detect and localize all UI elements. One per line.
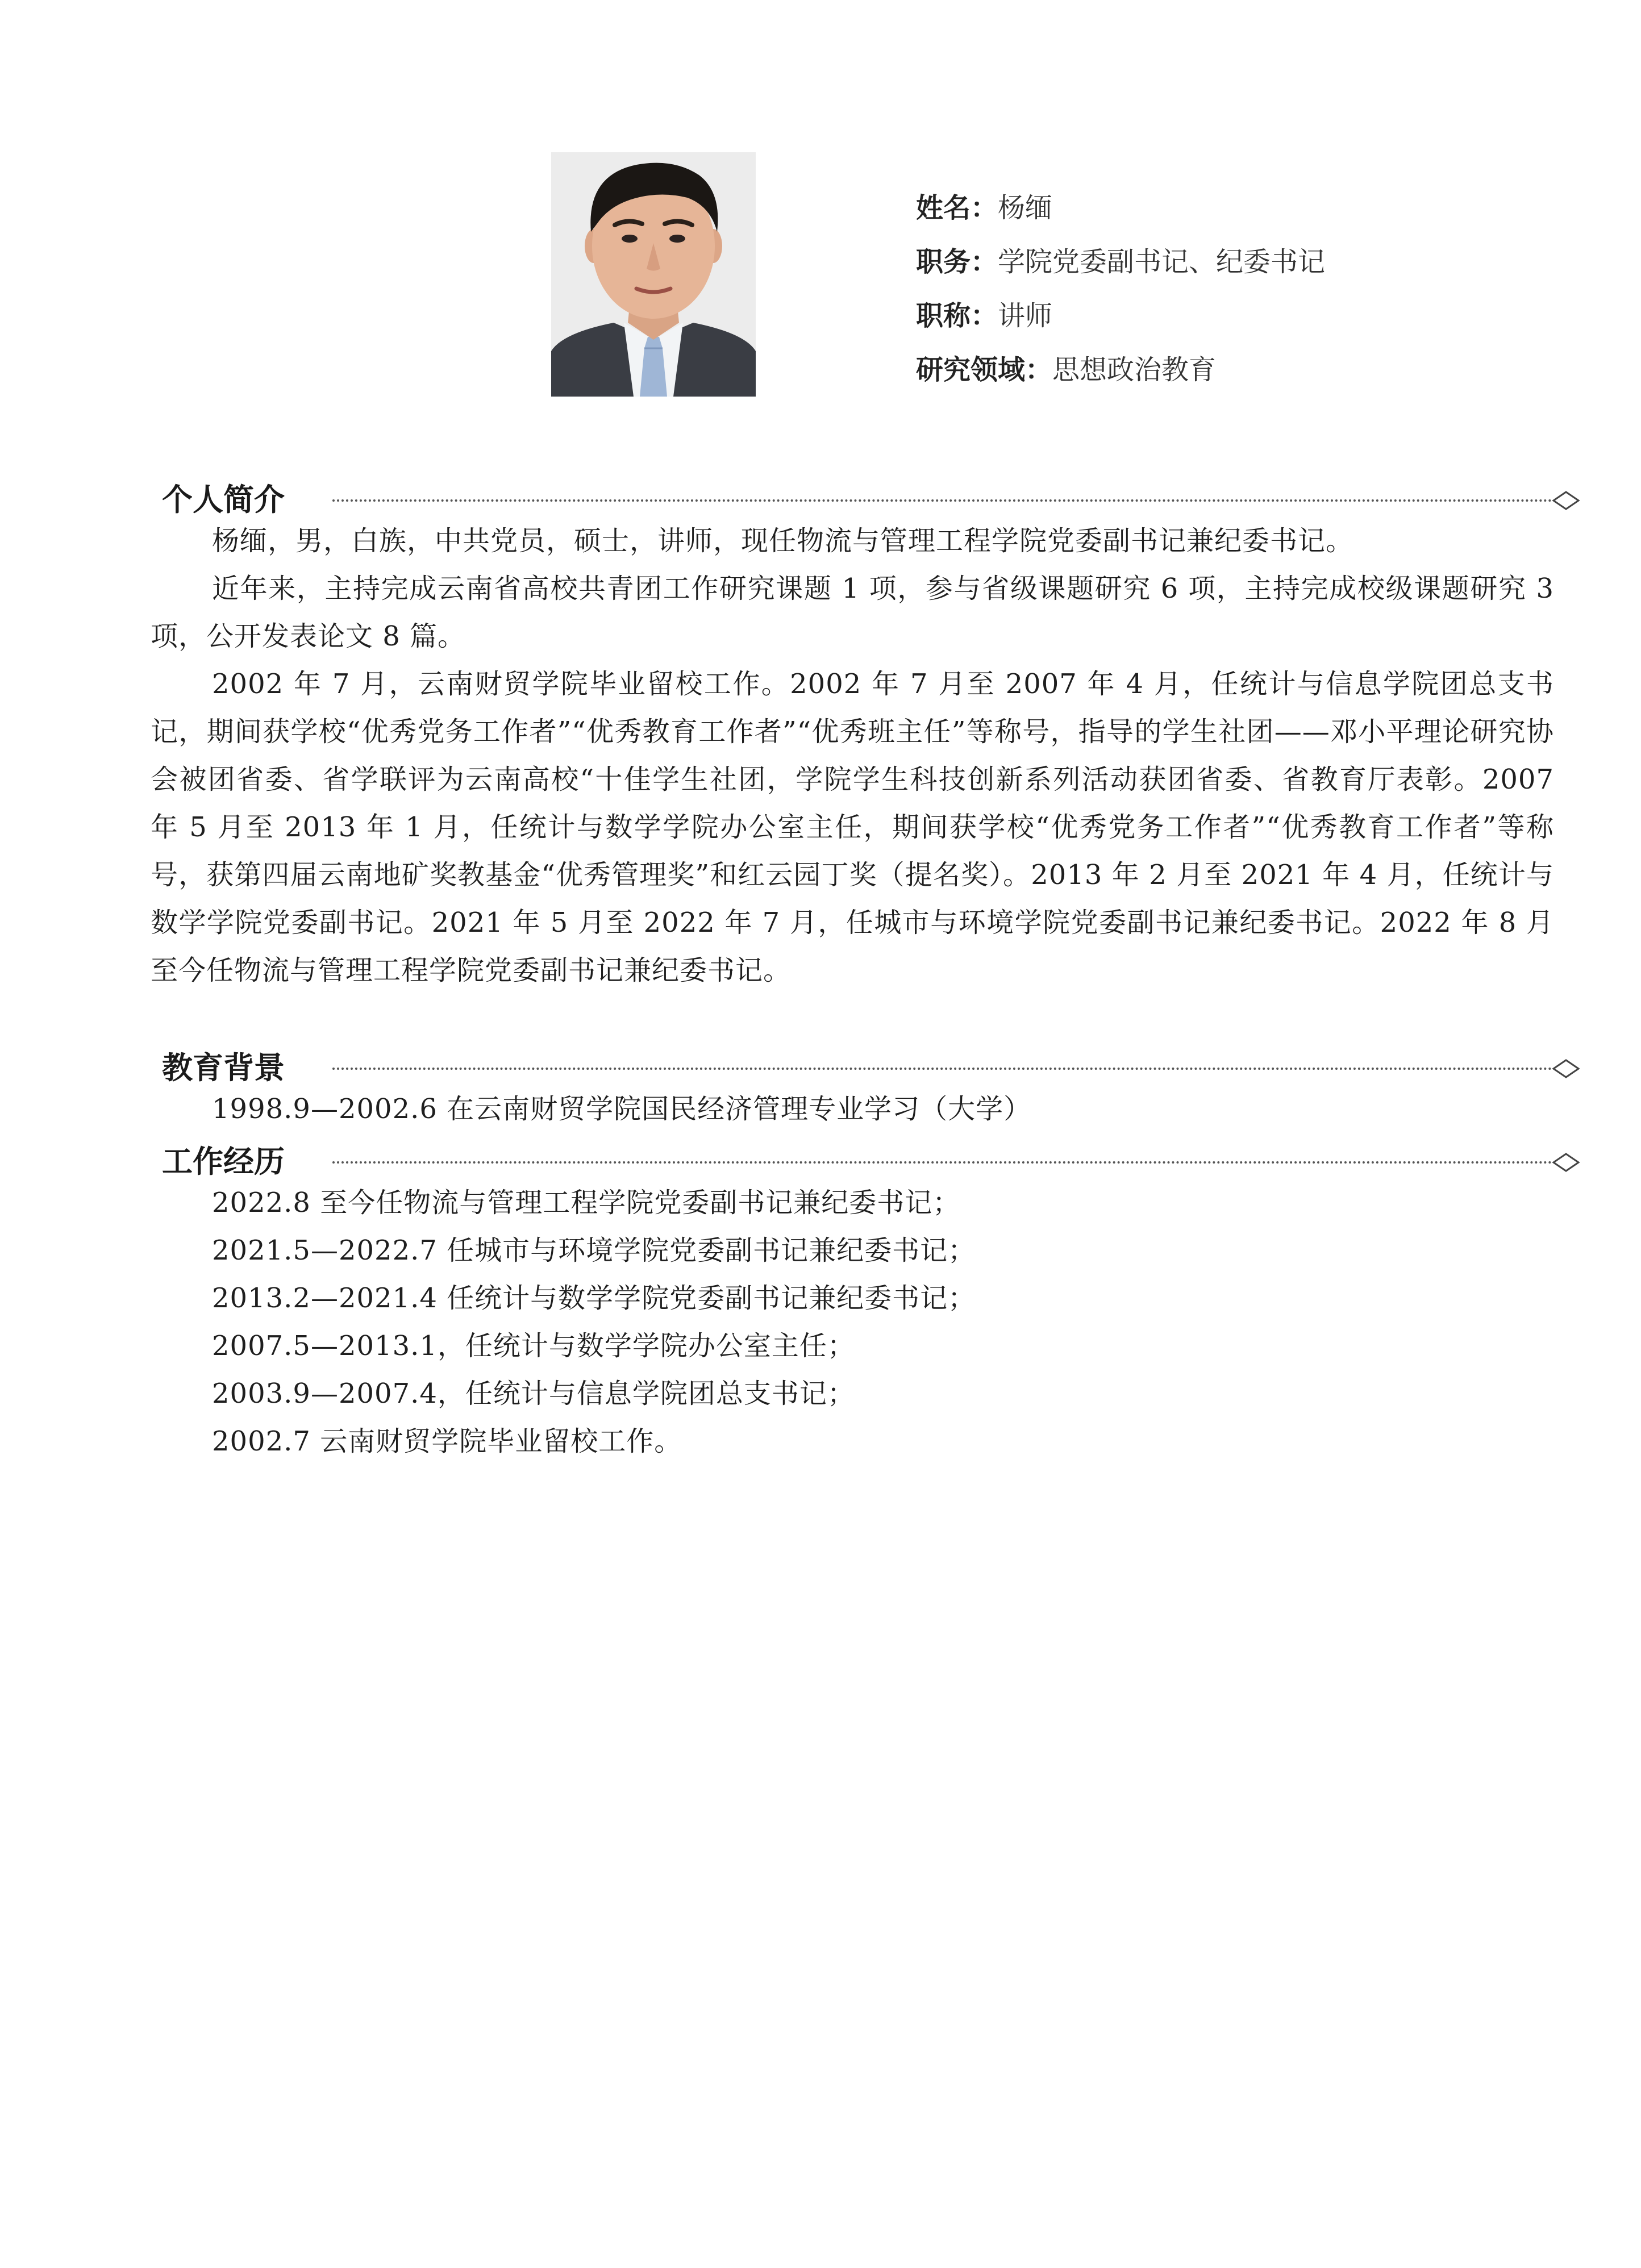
research-value: 思想政治教育 <box>1052 354 1217 386</box>
list-item: 2021.5—2022.7 任城市与环境学院党委副书记兼纪委书记； <box>212 1235 976 1266</box>
name-separator: ： <box>971 192 998 224</box>
position-value: 学院党委副书记、纪委书记 <box>998 246 1326 278</box>
intro-section-header <box>162 480 1580 520</box>
work-section-header <box>162 1142 1580 1182</box>
research-label: 研究领域 <box>916 354 1026 386</box>
name-row <box>916 190 1325 226</box>
work-list <box>212 1179 976 1465</box>
title-label: 职称 <box>916 300 971 332</box>
profile-info <box>916 190 1325 406</box>
education-list <box>212 1085 1031 1133</box>
work-section-title: 工作经历 <box>162 1144 285 1179</box>
intro-paragraph-1: 杨缅，男，白族，中共党员，硕士，讲师，现任物流与管理工程学院党委副书记兼纪委书记。 <box>212 525 1354 557</box>
education-section-title: 教育背景 <box>162 1050 285 1086</box>
education-section-header <box>162 1048 1580 1088</box>
portrait-image <box>551 152 756 397</box>
position-separator: ： <box>971 246 998 278</box>
intro-section-title: 个人简介 <box>162 482 285 518</box>
title-separator: ： <box>971 300 998 332</box>
diamond-icon <box>1552 1058 1580 1079</box>
name-label: 姓名 <box>916 192 971 224</box>
section-divider <box>332 499 1552 502</box>
portrait-photo <box>551 152 756 397</box>
intro-paragraph-3: 2002 年 7 月，云南财贸学院毕业留校工作。2002 年 7 月至 2007 年 4 月，任统计与信息学院团总支书记，期间获学校“优秀党务工作者”“优秀教育工作者”“优秀班主任”等称号，指导的学生社团——邓小平理论研究协会被团省委、省学联评为云南高校“十佳学生社团，学院学生科技创新系列活动获团省委、省教育厅表彰。2007 年 5 月至 2013 年 1 月，任统计与数学学院办公室主任，期间获学校“优秀党务工作者”“优秀教育工作者”等称号，获第四届云南地矿奖教基金“优秀管理奖”和红云园丁奖（提名奖）。2013 年 2 月至 2021 年 4 月，任统计与数学学院党委副书记。2021 年 5 月至 2022 年 7 月，任城市与环境学院党委副书记兼纪委书记。2022 年 8 月至今任物流与管理工程学院党委副书记兼纪委书记。 <box>151 668 1554 986</box>
list-item: 1998.9—2002.6 在云南财贸学院国民经济管理专业学习（大学） <box>212 1093 1032 1125</box>
diamond-icon <box>1552 490 1580 511</box>
name-value: 杨缅 <box>998 192 1053 224</box>
list-item: 2003.9—2007.4，任统计与信息学院团总支书记； <box>212 1378 855 1410</box>
research-separator: ： <box>1025 354 1053 386</box>
section-divider <box>332 1068 1552 1070</box>
position-row <box>916 244 1325 280</box>
list-item: 2002.7 云南财贸学院毕业留校工作。 <box>212 1425 682 1457</box>
position-label: 职务 <box>916 246 971 278</box>
list-item: 2013.2—2021.4 任统计与数学学院党委副书记兼纪委书记； <box>212 1282 976 1314</box>
title-row <box>916 298 1325 333</box>
intro-paragraph-2: 近年来，主持完成云南省高校共青团工作研究课题 1 项，参与省级课题研究 6 项，主持完成校级课题研究 3 项，公开发表论文 8 篇。 <box>151 573 1554 652</box>
title-value: 讲师 <box>998 300 1053 332</box>
list-item: 2022.8 至今任物流与管理工程学院党委副书记兼纪委书记； <box>212 1187 961 1219</box>
diamond-icon <box>1552 1152 1580 1173</box>
section-divider <box>332 1161 1552 1164</box>
list-item: 2007.5—2013.1，任统计与数学学院办公室主任； <box>212 1330 855 1362</box>
research-row <box>916 352 1325 387</box>
